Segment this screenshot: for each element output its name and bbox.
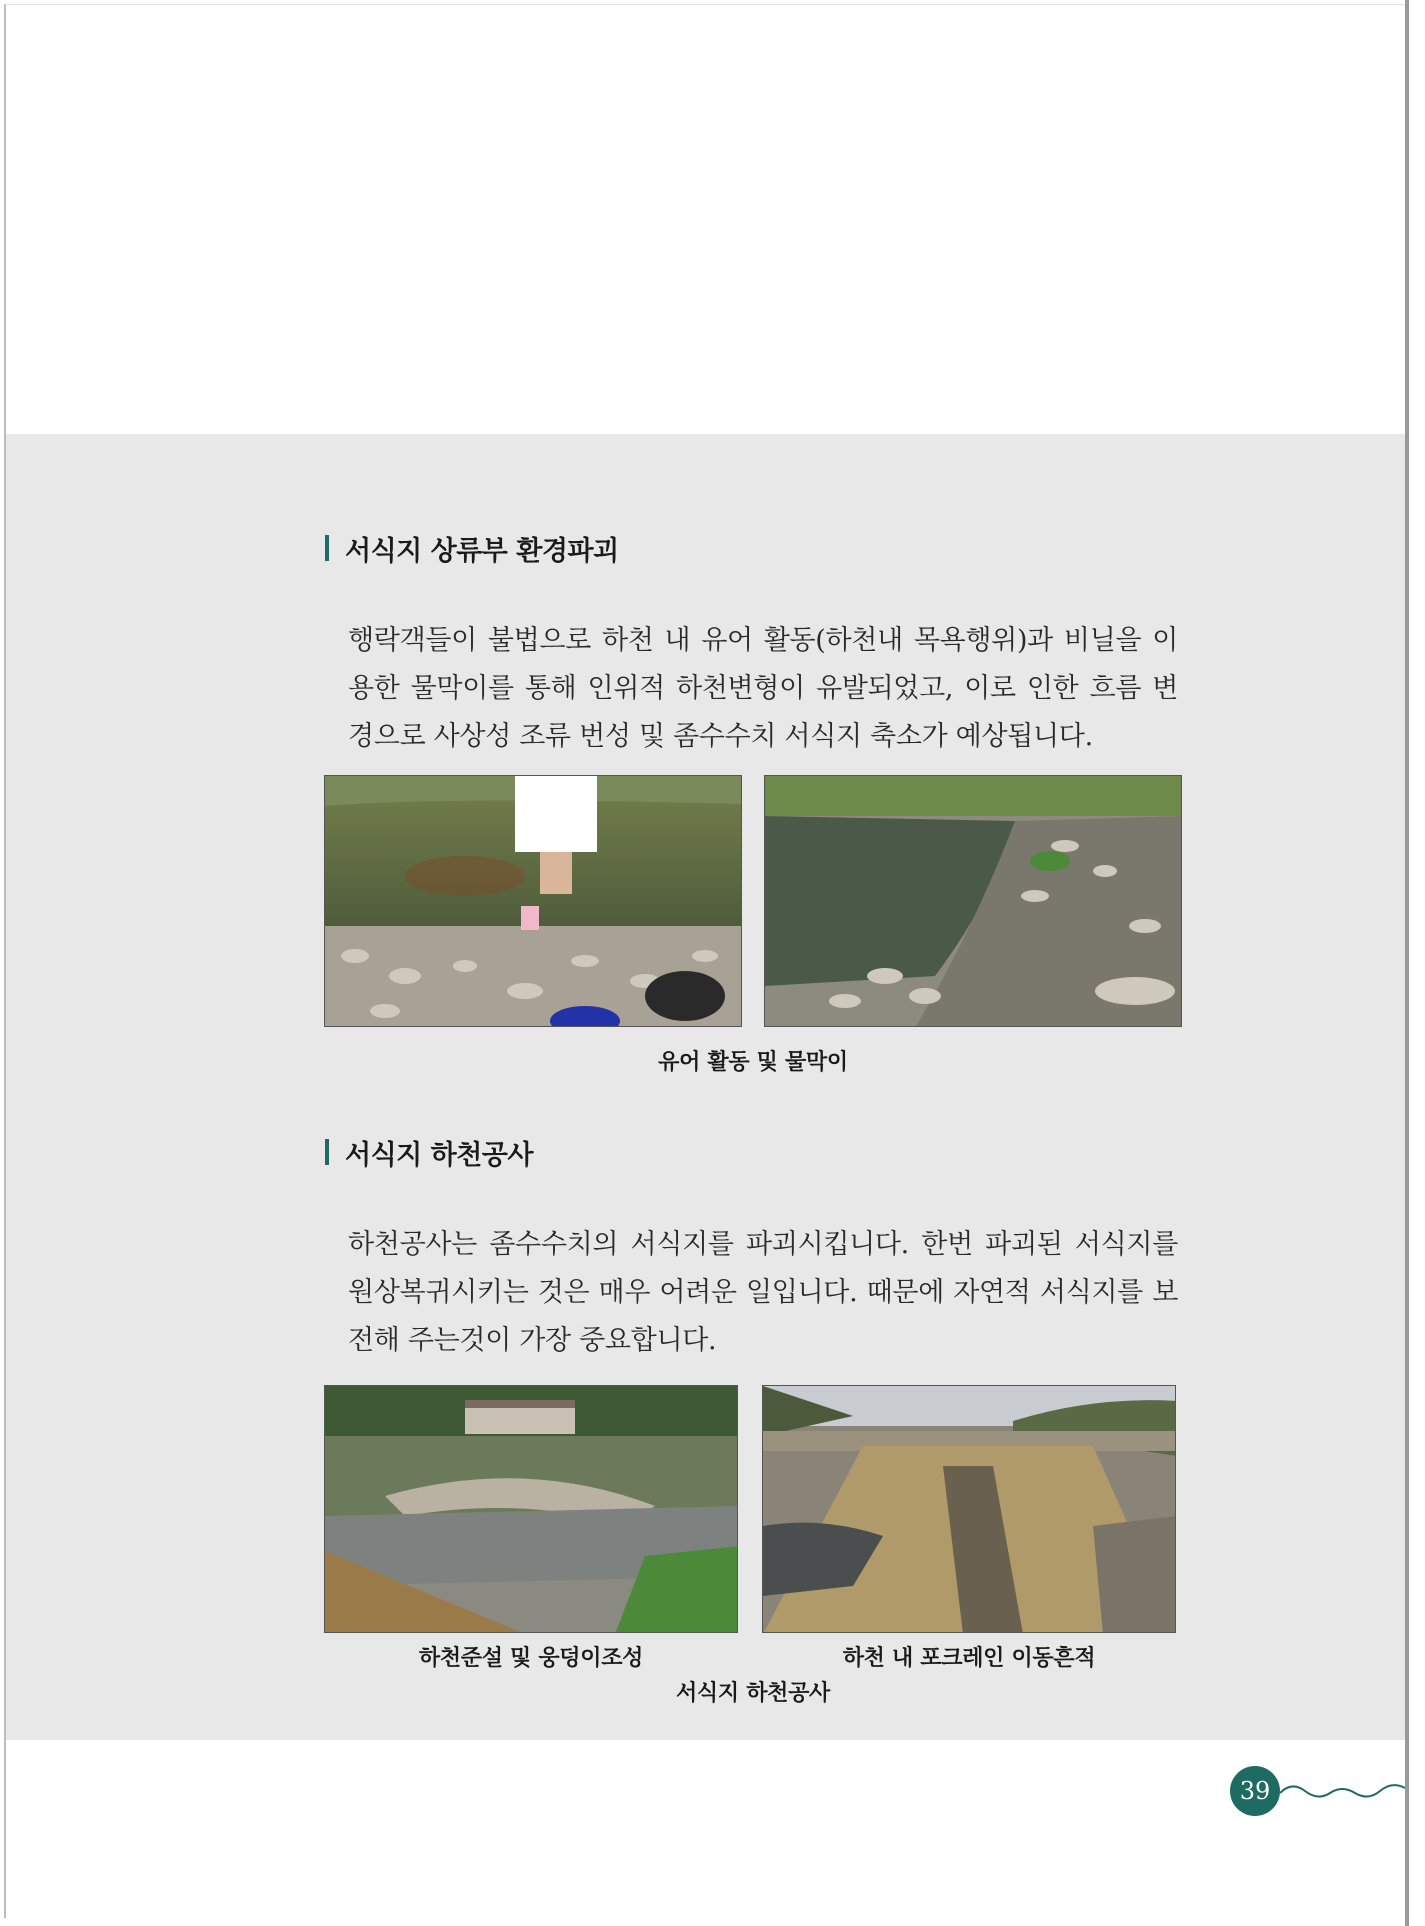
section-heading-1 (325, 528, 619, 568)
photo-dredging-image (325, 1386, 738, 1633)
photo-water-dam (764, 775, 1182, 1027)
section-paragraph-1: 행락객들이 불법으로 하천 내 유어 활동(하천내 목욕행위)과 비닐을 이용한 물막이를 통해 인위적 하천변형이 유발되었고, 이로 인한 흐름 변경으로 사상성 조류 번성 및 좀수수치 서식지 축소가 예상됩니다. (348, 625, 1178, 752)
wave-decoration-icon (1280, 1778, 1405, 1808)
section-paragraph-2: 하천공사는 좀수수치의 서식지를 파괴시킵니다. 한번 파괴된 서식지를 원상복귀시키는 것은 매우 어려운 일입니다. 때문에 자연적 서식지를 보전해 주는것이 가장 중요합니다. (348, 1229, 1178, 1356)
section-heading-2 (325, 1132, 533, 1172)
section-caption-1: 유어 활동 및 물막이 (658, 1050, 848, 1075)
page-number: 39 (1230, 1766, 1280, 1816)
photo-dredging (324, 1385, 738, 1633)
section-title-1: 서식지 상류부 환경파괴 (345, 535, 619, 567)
heading-bar-icon (325, 535, 329, 561)
photo-water-dam-image (765, 776, 1182, 1027)
photo-excavator-tracks-image (763, 1386, 1176, 1633)
photo-caption-dredging: 하천준설 및 웅덩이조성 (418, 1646, 644, 1671)
photo-bathing-image (325, 776, 742, 1027)
section-title-2: 서식지 하천공사 (345, 1139, 533, 1171)
heading-bar-icon (325, 1139, 329, 1165)
section-caption-2: 서식지 하천공사 (675, 1681, 831, 1706)
photo-caption-excavator: 하천 내 포크레인 이동흔적 (842, 1646, 1096, 1671)
photo-excavator-tracks (762, 1385, 1176, 1633)
photo-bathing (324, 775, 742, 1027)
page-right-edge (1405, 0, 1409, 1926)
